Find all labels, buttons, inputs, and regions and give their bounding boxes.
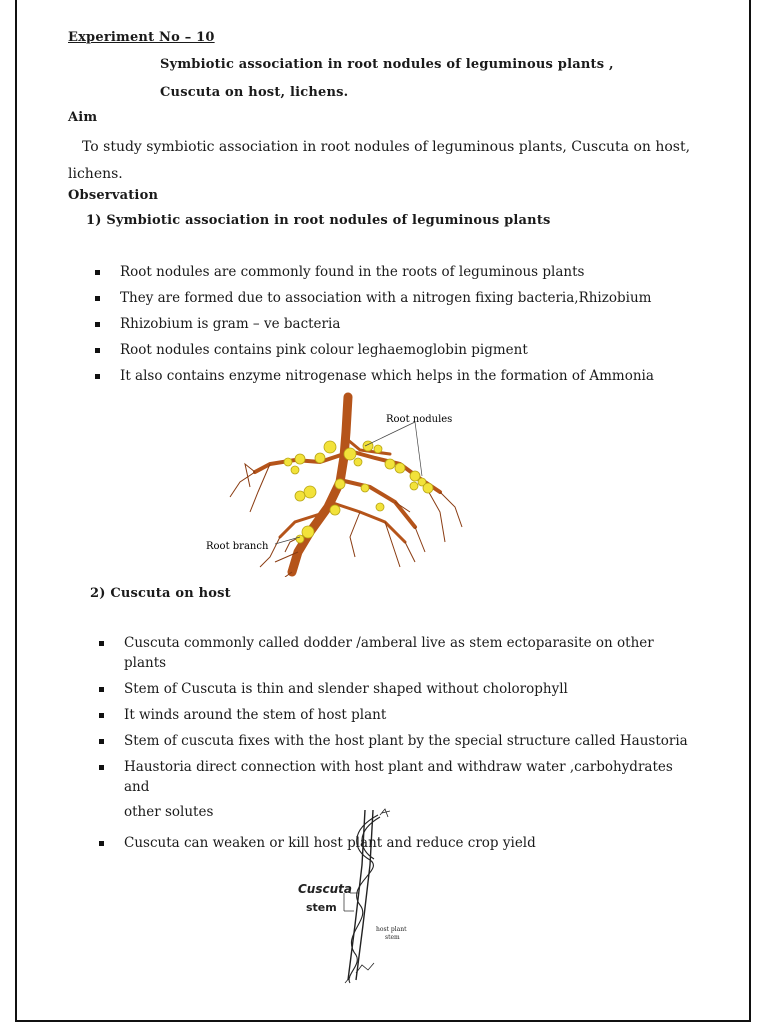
leaves bbox=[345, 809, 390, 983]
list-item: Cuscuta can weaken or kill host plant and reduce crop yield bbox=[99, 833, 699, 853]
root-nodules-diagram bbox=[200, 392, 470, 577]
list-item: Cuscuta commonly called dodder /amberal live as stem ectoparasite on other plants bbox=[99, 633, 699, 673]
label-host-stem: stem bbox=[385, 934, 400, 941]
aim-heading: Aim bbox=[68, 110, 98, 125]
section-1-bullets bbox=[95, 262, 695, 392]
list-item: Stem of Cuscuta is thin and slender shaped without cholorophyll bbox=[99, 679, 699, 699]
section-1-title: 1) Symbiotic association in root nodules of leguminous plants bbox=[86, 213, 551, 228]
list-item: It also contains enzyme nitrogenase which helps in the formation of Ammonia bbox=[95, 366, 695, 392]
list-item: It winds around the stem of host plant bbox=[99, 705, 699, 725]
label-cuscuta: Cuscuta bbox=[298, 882, 352, 896]
aim-text bbox=[68, 134, 702, 188]
list-item-line-2: other solutes bbox=[124, 804, 214, 820]
cuscuta-strand bbox=[349, 815, 380, 983]
nodules bbox=[284, 441, 433, 543]
aim-text-line-2: lichens. bbox=[68, 166, 123, 182]
list-item-line-1: Haustoria direct connection with host plant and withdraw water ,carbohydrates and bbox=[124, 759, 673, 795]
list-item: Root nodules contains pink colour leghaemoglobin pigment bbox=[95, 340, 695, 366]
list-item: They are formed due to association with a nitrogen fixing bacteria,Rhizobium bbox=[95, 288, 695, 314]
title-line-2: Cuscuta on host, lichens. bbox=[160, 85, 349, 100]
list-item: Rhizobium is gram – ve bacteria bbox=[95, 314, 695, 340]
list-item: Stem of cuscuta fixes with the host plant by the special structure called Haustoria bbox=[99, 731, 699, 751]
title-line-1: Symbiotic association in root nodules of leguminous plants , bbox=[160, 57, 614, 72]
section-2-title: 2) Cuscuta on host bbox=[90, 586, 231, 601]
aim-text-line-1: To study symbiotic association in root nodules of leguminous plants, Cuscuta on host, bbox=[82, 139, 691, 155]
cuscuta-diagram bbox=[290, 805, 430, 985]
label-root-nodules: Root nodules bbox=[386, 414, 453, 425]
experiment-number: Experiment No – 10 bbox=[68, 30, 215, 45]
list-item: Root nodules are commonly found in the roots of leguminous plants bbox=[95, 262, 695, 288]
label-host-plant: host plant bbox=[376, 926, 407, 933]
label-root-branch: Root branch bbox=[206, 541, 269, 552]
label-stem: stem bbox=[306, 901, 337, 914]
observation-heading: Observation bbox=[68, 188, 159, 203]
